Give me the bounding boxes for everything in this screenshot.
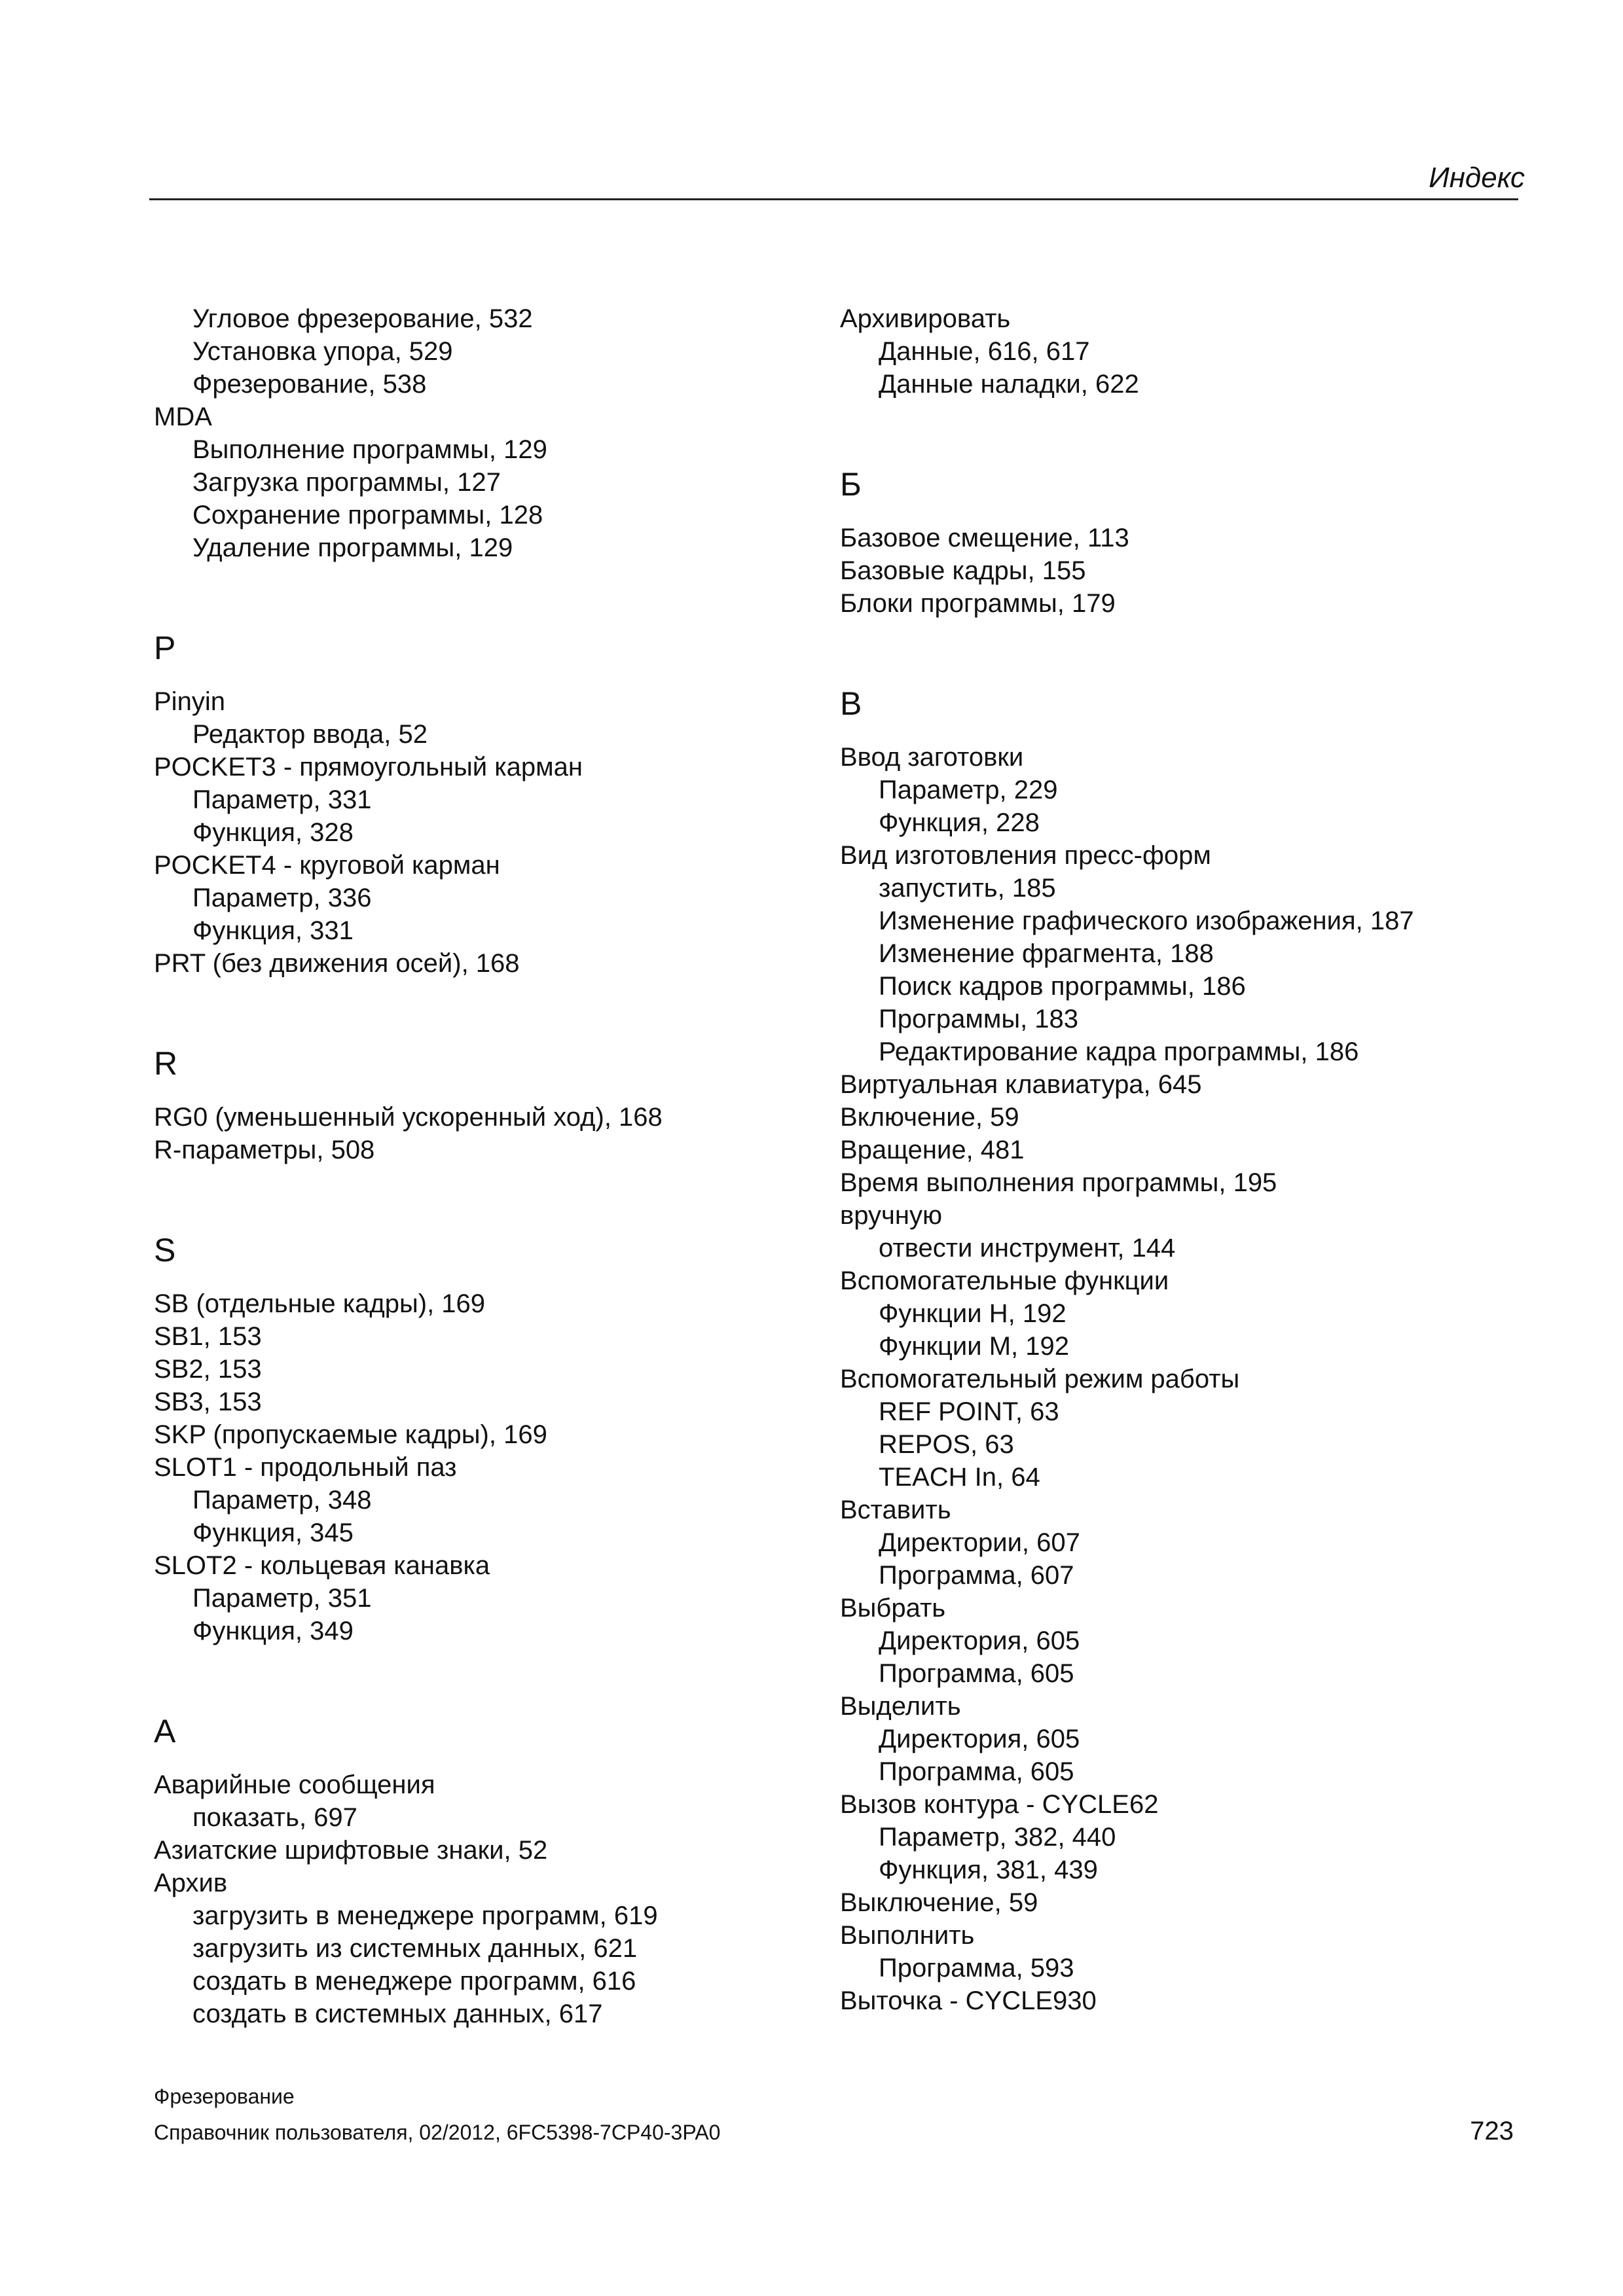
index-subentry: Параметр, 336 (192, 884, 372, 912)
index-subentry: Параметр, 351 (192, 1584, 372, 1613)
index-subentry: создать в менеджере программ, 616 (192, 1967, 636, 1996)
index-section-letter: В (840, 685, 862, 722)
index-subentry: Функция, 349 (192, 1617, 354, 1645)
index-subentry: Установка упора, 529 (192, 337, 453, 366)
index-entry: Вид изготовления пресс-форм (840, 841, 1211, 870)
index-entry: Вставить (840, 1496, 951, 1524)
index-entry: SKP (пропускаемые кадры), 169 (154, 1420, 547, 1449)
index-subentry: Редактор ввода, 52 (192, 720, 428, 749)
index-entry: Архив (154, 1869, 228, 1897)
index-subentry: Директория, 605 (879, 1725, 1080, 1753)
index-subentry: Директория, 605 (879, 1626, 1080, 1655)
index-subentry: загрузить из системных данных, 621 (192, 1934, 638, 1963)
index-entry: SB2, 153 (154, 1355, 262, 1384)
index-entry: POCKET3 - прямоугольный карман (154, 753, 583, 781)
index-subentry: Функция, 331 (192, 916, 354, 945)
footer-title: Фрезерование (154, 2085, 295, 2108)
index-entry: Время выполнения программы, 195 (840, 1168, 1277, 1197)
index-entry: Выделить (840, 1692, 961, 1721)
index-subentry: Сохранение программы, 128 (192, 501, 543, 529)
index-subentry: TEACH In, 64 (879, 1463, 1040, 1492)
index-entry: Вспомогательные функции (840, 1266, 1169, 1295)
index-subentry: REPOS, 63 (879, 1430, 1014, 1459)
index-entry: Включение, 59 (840, 1103, 1019, 1132)
index-subentry: Изменение графического изображения, 187 (879, 906, 1414, 935)
index-entry: R-параметры, 508 (154, 1136, 375, 1164)
index-entry: POCKET4 - круговой карман (154, 851, 500, 880)
index-subentry: Параметр, 382, 440 (879, 1823, 1116, 1852)
index-subentry: Удаление программы, 129 (192, 533, 513, 562)
index-entry: Pinyin (154, 687, 225, 716)
footer-reference: Справочник пользователя, 02/2012, 6FC5398-7CP40-3PA0 (154, 2121, 721, 2144)
index-section-letter: R (154, 1045, 178, 1082)
index-subentry: Параметр, 331 (192, 785, 372, 814)
index-entry: RG0 (уменьшенный ускоренный ход), 168 (154, 1103, 663, 1132)
index-entry: Виртуальная клавиатура, 645 (840, 1070, 1202, 1099)
index-subentry: загрузить в менеджере программ, 619 (192, 1901, 658, 1930)
index-subentry: Поиск кадров программы, 186 (879, 972, 1246, 1001)
index-subentry: Загрузка программы, 127 (192, 468, 501, 497)
index-entry: SB1, 153 (154, 1322, 262, 1351)
index-section-letter: S (154, 1232, 176, 1268)
index-entry: Выточка - CYCLE930 (840, 1986, 1097, 2015)
index-entry: Ввод заготовки (840, 743, 1024, 772)
index-subentry: Функция, 328 (192, 818, 354, 847)
index-subentry: Программа, 607 (879, 1561, 1074, 1590)
index-column-right (840, 302, 1495, 2017)
index-entry: Базовое смещение, 113 (840, 524, 1129, 552)
index-subentry: Изменение фрагмента, 188 (879, 939, 1214, 968)
index-section-letter: А (154, 1713, 176, 1749)
index-subentry: создать в системных данных, 617 (192, 2000, 603, 2028)
header-rule (149, 198, 1518, 200)
index-entry: Вращение, 481 (840, 1136, 1025, 1164)
index-entry: Аварийные сообщения (154, 1770, 435, 1799)
index-subentry: Функция, 381, 439 (879, 1856, 1098, 1884)
index-subentry: Выполнение программы, 129 (192, 435, 547, 464)
index-subentry: Программа, 605 (879, 1659, 1074, 1688)
index-subentry: Фрезерование, 538 (192, 370, 427, 399)
index-entry: SB3, 153 (154, 1388, 262, 1416)
index-subentry: Функция, 345 (192, 1518, 354, 1547)
index-entry: Блоки программы, 179 (840, 589, 1116, 618)
index-subentry: Параметр, 229 (879, 776, 1058, 804)
index-subentry: отвести инструмент, 144 (879, 1234, 1176, 1263)
index-subentry: Данные наладки, 622 (879, 370, 1139, 399)
index-entry: Выполнить (840, 1921, 975, 1950)
index-column-left (154, 302, 809, 2030)
index-entry: Вызов контура - CYCLE62 (840, 1790, 1159, 1819)
index-entry: PRT (без движения осей), 168 (154, 949, 520, 978)
index-subentry: запустить, 185 (879, 874, 1056, 903)
index-subentry: Редактирование кадра программы, 186 (879, 1037, 1359, 1066)
index-subentry: Программы, 183 (879, 1005, 1079, 1033)
index-subentry: REF POINT, 63 (879, 1397, 1059, 1426)
index-entry: Базовые кадры, 155 (840, 556, 1086, 585)
index-subentry: показать, 697 (192, 1803, 357, 1832)
index-entry: Архивировать (840, 304, 1011, 333)
index-entry: SB (отдельные кадры), 169 (154, 1289, 486, 1318)
index-entry: MDA (154, 403, 212, 431)
index-entry: Выключение, 59 (840, 1888, 1038, 1917)
index-entry: SLOT2 - кольцевая канавка (154, 1551, 490, 1580)
index-section-letter: Б (840, 466, 862, 503)
page-header-title: Индекс (1429, 162, 1525, 194)
index-subentry: Функции H, 192 (879, 1299, 1067, 1328)
index-entry: Выбрать (840, 1594, 946, 1623)
index-subentry: Программа, 593 (879, 1954, 1074, 1982)
index-entry: Азиатские шрифтовые знаки, 52 (154, 1836, 548, 1865)
index-entry: SLOT1 - продольный паз (154, 1453, 457, 1482)
index-subentry: Программа, 605 (879, 1757, 1074, 1786)
index-section-letter: P (154, 630, 176, 666)
index-subentry: Директории, 607 (879, 1528, 1080, 1557)
page-number: 723 (1470, 2117, 1514, 2145)
index-subentry: Функция, 228 (879, 808, 1040, 837)
index-entry: Вспомогательный режим работы (840, 1365, 1240, 1393)
index-subentry: Данные, 616, 617 (879, 337, 1090, 366)
index-entry: вручную (840, 1201, 942, 1230)
index-subentry: Угловое фрезерование, 532 (192, 304, 533, 333)
index-subentry: Параметр, 348 (192, 1486, 372, 1515)
index-subentry: Функции M, 192 (879, 1332, 1069, 1361)
